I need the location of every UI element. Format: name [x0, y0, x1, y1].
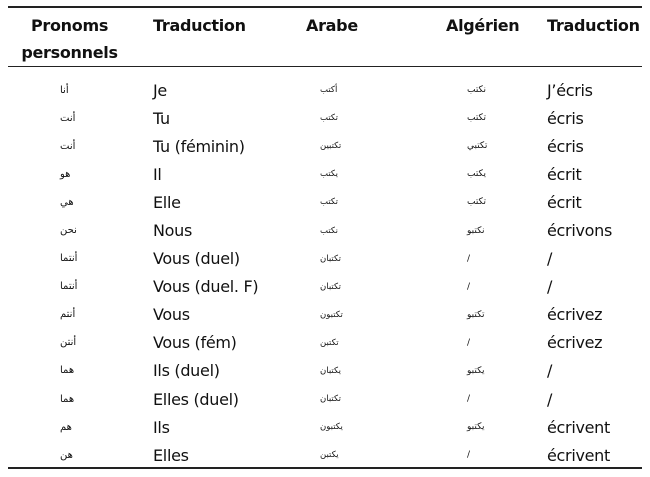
pronoun-arabic-cell: هن: [60, 449, 73, 461]
table-row: [8, 188, 642, 216]
table-body: [8, 72, 642, 469]
verb-french-cell: /: [547, 249, 553, 269]
verb-french-cell: écrivez: [547, 333, 603, 353]
pronoun-arabic-cell: هما: [60, 393, 75, 405]
pronoun-arabic-cell: هم: [60, 421, 72, 433]
header-algerien: Algérien: [446, 16, 520, 35]
verb-arabic-cell: يكتبن: [320, 450, 339, 461]
pronoun-arabic-cell: هي: [60, 196, 74, 208]
verb-arabic-cell: تكتبان: [320, 281, 342, 292]
table-row: [8, 216, 642, 244]
pronoun-french-cell: Elles (duel): [153, 389, 239, 409]
pronoun-french-cell: Elle: [153, 192, 181, 212]
table-row: [8, 301, 642, 329]
verb-arabic-cell: يكتبون: [320, 422, 343, 433]
pronoun-arabic-cell: أنت: [60, 112, 76, 124]
pronoun-arabic-cell: أنا: [60, 84, 69, 96]
table-row: [8, 441, 642, 469]
table-row: [8, 329, 642, 357]
verb-algerian-cell: تكتبي: [467, 141, 488, 152]
pronoun-french-cell: Tu (féminin): [153, 136, 245, 156]
pronoun-arabic-cell: نحن: [60, 225, 77, 237]
pronoun-french-cell: Ils: [153, 417, 170, 437]
pronoun-french-cell: Vous (duel. F): [153, 277, 259, 297]
pronoun-french-cell: Il: [153, 164, 162, 184]
verb-algerian-cell: تكتبو: [467, 309, 485, 320]
verb-french-cell: /: [547, 277, 553, 297]
verb-arabic-cell: يكتب: [320, 169, 338, 180]
pronoun-french-cell: Ils (duel): [153, 361, 220, 381]
pronoun-arabic-cell: أنتما: [60, 253, 78, 265]
verb-arabic-cell: نكتب: [320, 225, 338, 236]
verb-french-cell: écris: [547, 108, 584, 128]
verb-french-cell: /: [547, 361, 553, 381]
pronoun-french-cell: Vous (fém): [153, 333, 237, 353]
verb-french-cell: J’écris: [547, 80, 593, 100]
table-row: [8, 160, 642, 188]
table-row: [8, 72, 642, 104]
table-row: [8, 273, 642, 301]
verb-arabic-cell: تكتبن: [320, 337, 339, 348]
verb-french-cell: écrivez: [547, 305, 603, 325]
header-row: [8, 6, 642, 72]
table-header: [8, 6, 642, 72]
verb-algerian-cell: نكتب: [467, 85, 487, 96]
pronoun-french-cell: Vous: [153, 305, 190, 325]
verb-arabic-cell: تكتبين: [320, 141, 342, 152]
verb-algerian-cell: يكتبو: [467, 422, 485, 433]
verb-french-cell: écris: [547, 136, 584, 156]
pronoun-arabic-cell: أنتما: [60, 281, 78, 293]
verb-algerian-cell: تكتب: [467, 113, 487, 124]
pronoun-french-cell: Je: [153, 80, 167, 100]
table-row: [8, 413, 642, 441]
table-row: [8, 104, 642, 132]
header-arabe: Arabe: [306, 16, 358, 35]
verb-algerian-cell: /: [467, 253, 471, 264]
pronoun-french-cell: Nous: [153, 221, 193, 241]
verb-french-cell: écrivent: [547, 445, 610, 465]
header-traduction-verbe: Traduction: [547, 16, 640, 35]
pronoun-arabic-cell: أنتن: [60, 337, 77, 349]
verb-algerian-cell: تكتب: [467, 197, 487, 208]
verb-algerian-cell: /: [467, 281, 471, 292]
verb-algerian-cell: /: [467, 394, 471, 405]
verb-french-cell: écrivent: [547, 417, 610, 437]
verb-algerian-cell: /: [467, 337, 471, 348]
table-row: [8, 132, 642, 160]
header-pronoms: Pronoms personnels: [21, 16, 118, 62]
table-row: [8, 245, 642, 273]
verb-arabic-cell: أكتب: [320, 85, 338, 96]
verb-arabic-cell: يكتبان: [320, 365, 342, 376]
pronoun-arabic-cell: هما: [60, 365, 75, 377]
verb-french-cell: /: [547, 389, 553, 409]
verb-algerian-cell: نكتبو: [467, 225, 485, 236]
verb-french-cell: écrit: [547, 164, 582, 184]
verb-algerian-cell: /: [467, 450, 471, 461]
pronoun-arabic-cell: أنتم: [60, 309, 76, 321]
pronoun-french-cell: Vous (duel): [153, 249, 240, 269]
pronoun-french-cell: Tu: [153, 108, 170, 128]
conjugation-table: [8, 6, 642, 469]
verb-algerian-cell: يكتبو: [467, 365, 485, 376]
verb-french-cell: écrit: [547, 192, 582, 212]
verb-arabic-cell: تكتبان: [320, 394, 342, 405]
table-row: [8, 357, 642, 385]
verb-arabic-cell: تكتبان: [320, 253, 342, 264]
verb-french-cell: écrivons: [547, 221, 612, 241]
verb-arabic-cell: تكتب: [320, 113, 338, 124]
pronoun-french-cell: Elles: [153, 445, 189, 465]
header-traduction-pronom: Traduction: [153, 16, 246, 35]
verb-algerian-cell: يكتب: [467, 169, 487, 180]
pronoun-arabic-cell: هو: [60, 168, 71, 180]
verb-arabic-cell: تكتب: [320, 197, 338, 208]
pronoun-arabic-cell: أنت: [60, 140, 76, 152]
verb-arabic-cell: تكتبون: [320, 309, 343, 320]
table-row: [8, 385, 642, 413]
